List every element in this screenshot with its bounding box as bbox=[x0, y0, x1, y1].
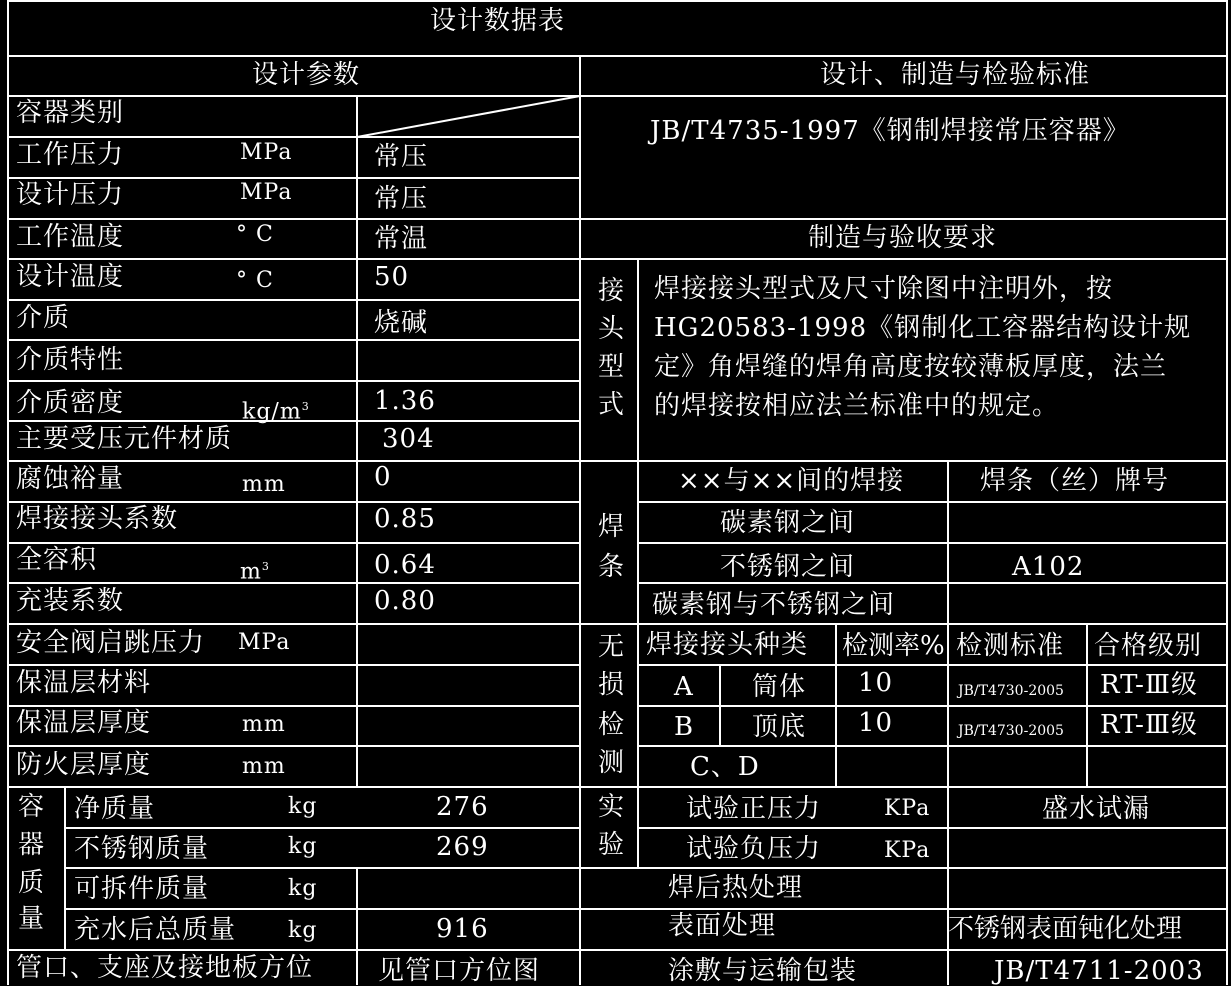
param-value: 0.85 bbox=[374, 504, 436, 534]
electrode-row-name: 碳素钢与不锈钢之间 bbox=[652, 590, 896, 620]
ndt-group-char: 无 bbox=[597, 632, 624, 662]
ndt-standard: JB/T4730-2005 bbox=[958, 723, 1064, 739]
param-value: 烧碱 bbox=[374, 308, 429, 338]
ndt-header: 焊接接头种类 bbox=[646, 630, 809, 660]
joint-group-char: 型 bbox=[597, 352, 624, 382]
test-group-char: 实 bbox=[597, 792, 624, 822]
mass-unit: kg bbox=[288, 794, 318, 819]
param-value: 常压 bbox=[374, 184, 429, 214]
ndt-header: 合格级别 bbox=[1094, 631, 1203, 661]
param-unit: mm bbox=[242, 472, 286, 497]
param-label: 介质密度 bbox=[16, 388, 125, 418]
param-value: 常温 bbox=[374, 224, 429, 254]
standards-header: 设计、制造与检验标准 bbox=[820, 60, 1091, 90]
param-unit: mm bbox=[242, 754, 286, 779]
mass-value: 916 bbox=[436, 914, 489, 944]
mass-unit: kg bbox=[288, 918, 318, 943]
joint-text-line: 焊接接头型式及尺寸除图中注明外，按 bbox=[654, 274, 1114, 304]
electrode-row-name: 碳素钢之间 bbox=[720, 508, 856, 538]
param-unit: mm bbox=[242, 712, 286, 737]
ndt-level: RT-Ⅲ级 bbox=[1100, 710, 1198, 740]
ndt-standard: JB/T4730-2005 bbox=[958, 683, 1064, 699]
standard-text: JB/T4735-1997《钢制焊接常压容器》 bbox=[650, 116, 1130, 146]
mass-group-char: 容 bbox=[17, 792, 44, 822]
joint-group-char: 接 bbox=[597, 276, 624, 306]
other-label: 焊后热处理 bbox=[668, 873, 804, 903]
design-params-header: 设计参数 bbox=[252, 60, 361, 90]
param-label: 保温层厚度 bbox=[16, 708, 152, 738]
param-label: 设计压力 bbox=[16, 180, 125, 210]
mass-unit: kg bbox=[288, 876, 318, 901]
footer-value: 见管口方位图 bbox=[378, 956, 541, 986]
electrode-group-char: 条 bbox=[597, 552, 624, 582]
test-value: 盛水试漏 bbox=[1042, 794, 1151, 824]
param-unit: $m^3$ bbox=[240, 559, 270, 585]
footer-label: 管口、支座及接地板方位 bbox=[16, 953, 314, 983]
param-value: 304 bbox=[382, 424, 435, 454]
ndt-group-char: 损 bbox=[597, 670, 624, 700]
param-label: 介质特性 bbox=[16, 345, 125, 375]
mass-group-char: 质 bbox=[17, 868, 44, 898]
test-group-char: 验 bbox=[597, 830, 624, 860]
param-label: 焊接接头系数 bbox=[16, 504, 179, 534]
param-unit: MPa bbox=[240, 140, 293, 165]
ndt-header: 检测率% bbox=[842, 631, 945, 661]
param-label: 介质 bbox=[16, 303, 71, 333]
other-label: 表面处理 bbox=[668, 911, 777, 941]
test-label: 试验负压力 bbox=[686, 834, 822, 864]
param-label: 容器类别 bbox=[16, 98, 125, 128]
joint-group-char: 式 bbox=[597, 390, 624, 420]
requirements-header: 制造与验收要求 bbox=[808, 223, 998, 253]
param-value: 0 bbox=[374, 462, 392, 492]
ndt-level: RT-Ⅲ级 bbox=[1100, 670, 1198, 700]
param-unit: ° C bbox=[236, 222, 274, 247]
mass-label: 不锈钢质量 bbox=[74, 834, 210, 864]
param-label: 防火层厚度 bbox=[16, 750, 152, 780]
ndt-part: 顶底 bbox=[752, 712, 807, 742]
electrode-col-header: 焊条（丝）牌号 bbox=[980, 466, 1170, 496]
param-label: 工作温度 bbox=[16, 222, 125, 252]
mass-label: 充水后总质量 bbox=[74, 915, 237, 945]
ndt-part: 筒体 bbox=[752, 672, 807, 702]
mass-group-char: 量 bbox=[17, 904, 44, 934]
param-label: 安全阀启跳压力 bbox=[16, 628, 206, 658]
electrode-group-char: 焊 bbox=[597, 512, 624, 542]
ndt-rate: 10 bbox=[858, 668, 894, 698]
other-label: 涂敷与运输包装 bbox=[668, 956, 858, 986]
param-unit: MPa bbox=[240, 180, 293, 205]
mass-value: 276 bbox=[436, 792, 489, 822]
param-unit: ° C bbox=[236, 268, 274, 293]
joint-text-line: HG20583-1998《钢制化工容器结构设计规 bbox=[654, 313, 1192, 343]
mass-unit: kg bbox=[288, 834, 318, 859]
mass-value: 269 bbox=[436, 832, 489, 862]
ndt-type: A bbox=[674, 672, 694, 702]
param-label: 保温层材料 bbox=[16, 668, 152, 698]
test-unit: KPa bbox=[884, 796, 931, 821]
joint-group-char: 头 bbox=[597, 314, 624, 344]
ndt-group-char: 测 bbox=[597, 748, 624, 778]
page-title: 设计数据表 bbox=[430, 6, 566, 36]
electrode-row-grade: A102 bbox=[1012, 552, 1085, 582]
param-label: 设计温度 bbox=[16, 262, 125, 292]
joint-text-line: 的焊接按相应法兰标准中的规定。 bbox=[654, 391, 1060, 421]
param-label: 主要受压元件材质 bbox=[16, 424, 233, 454]
param-unit: $kg/m^3$ bbox=[242, 399, 310, 425]
param-label: 充装系数 bbox=[16, 586, 125, 616]
electrode-col-header: ××与××间的焊接 bbox=[678, 466, 905, 496]
ndt-group-char: 检 bbox=[597, 710, 624, 740]
test-label: 试验正压力 bbox=[686, 794, 822, 824]
other-value: 不锈钢表面钝化处理 bbox=[948, 914, 1183, 944]
param-value: 50 bbox=[374, 262, 410, 292]
ndt-header: 检测标准 bbox=[956, 631, 1065, 661]
joint-text-line: 定》角焊缝的焊角高度按较薄板厚度，法兰 bbox=[654, 352, 1168, 382]
mass-label: 可拆件质量 bbox=[74, 874, 210, 904]
param-label: 腐蚀裕量 bbox=[16, 464, 125, 494]
electrode-row-name: 不锈钢之间 bbox=[720, 552, 856, 582]
test-unit: KPa bbox=[884, 838, 931, 863]
ndt-type: B bbox=[674, 712, 695, 742]
other-value: JB/T4711-2003 bbox=[994, 956, 1204, 986]
param-value: 0.80 bbox=[374, 586, 436, 616]
ndt-type: C、D bbox=[690, 752, 760, 782]
param-value: 0.64 bbox=[374, 550, 436, 580]
param-value: 1.36 bbox=[374, 386, 436, 416]
mass-group-char: 器 bbox=[17, 830, 44, 860]
param-label: 工作压力 bbox=[16, 140, 125, 170]
param-value: 常压 bbox=[374, 142, 429, 172]
ndt-rate: 10 bbox=[858, 708, 894, 738]
mass-label: 净质量 bbox=[74, 794, 156, 824]
param-label: 全容积 bbox=[16, 545, 98, 575]
param-unit: MPa bbox=[238, 630, 291, 655]
